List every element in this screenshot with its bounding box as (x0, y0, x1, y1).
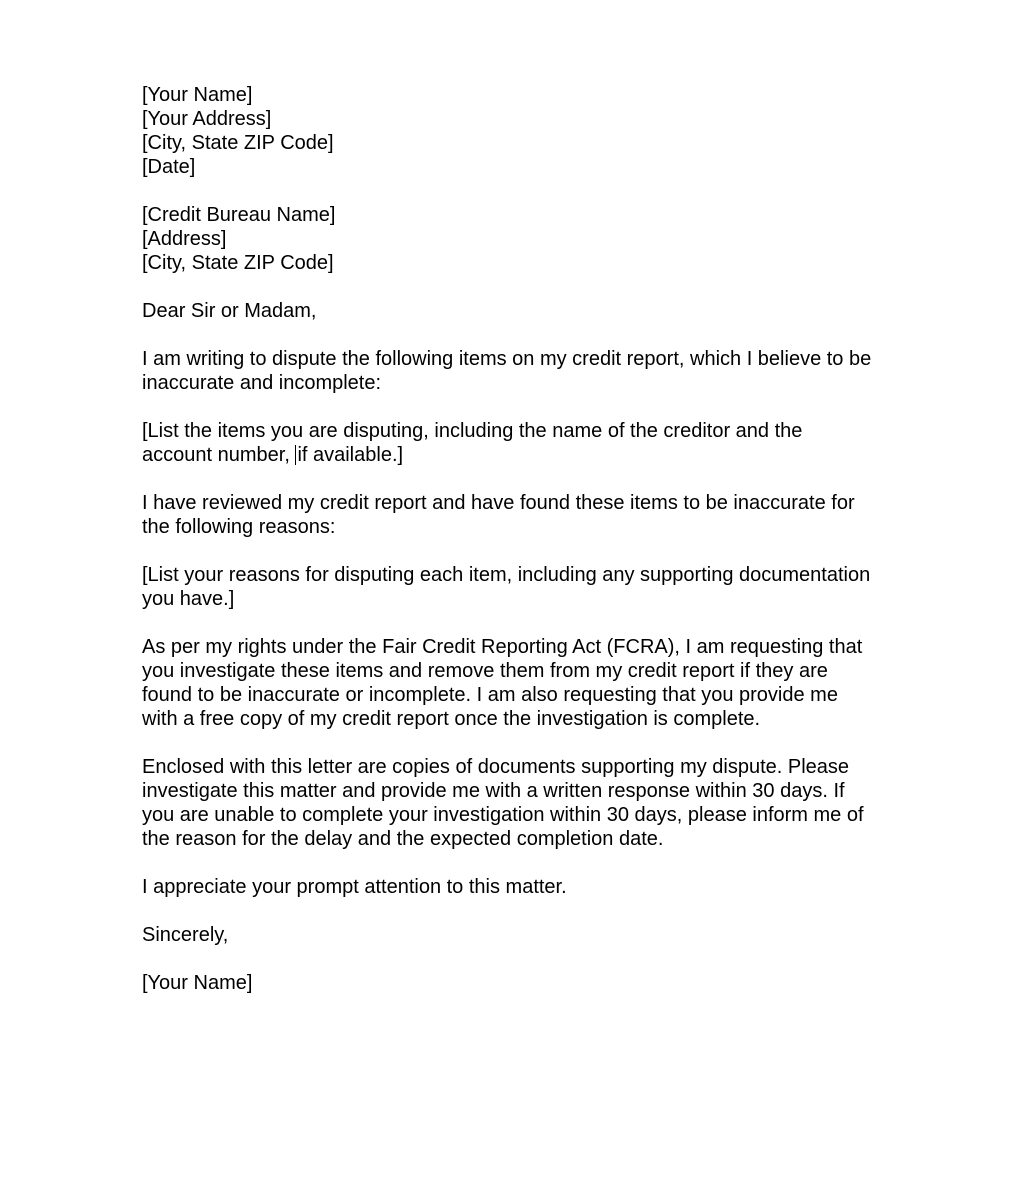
items-placeholder-text-b: if available.] (297, 444, 404, 466)
items-placeholder-text-a: [List the items you are disputing, including the name of the creditor and the account number, (142, 420, 803, 466)
signature: [Your Name] (142, 972, 253, 994)
recipient-block (142, 203, 872, 275)
closing: Sincerely, (142, 924, 229, 946)
recipient-name: [Credit Bureau Name] (142, 204, 336, 226)
sender-name: [Your Name] (142, 84, 253, 106)
sender-city-state-zip: [City, State ZIP Code] (142, 132, 334, 154)
fcra-paragraph: As per my rights under the Fair Credit Reporting Act (FCRA), I am requesting that you investigate these items and remove them from my credit report if they are found to be inaccurate or incomplete. I am also requesting that you provide me with a free copy of my credit report once the investigation is complete. (142, 636, 863, 730)
items-placeholder-paragraph (142, 419, 872, 467)
sender-date: [Date] (142, 156, 196, 178)
reasons-placeholder-paragraph: [List your reasons for disputing each item, including any supporting documentation you have.] (142, 564, 871, 610)
reviewed-paragraph: I have reviewed my credit report and have found these items to be inaccurate for the following reasons: (142, 492, 855, 538)
appreciate-paragraph: I appreciate your prompt attention to this matter. (142, 876, 567, 898)
enclosed-paragraph: Enclosed with this letter are copies of documents supporting my dispute. Please investigate this matter and provide me with a written response within 30 days. If you are unable to complete your investigation within 30 days, please inform me of the reason for the delay and the expected completion date. (142, 756, 864, 850)
recipient-city-state-zip: [City, State ZIP Code] (142, 252, 334, 274)
recipient-address: [Address] (142, 228, 227, 250)
letter-body[interactable] (142, 83, 872, 1019)
intro-paragraph: I am writing to dispute the following items on my credit report, which I believe to be inaccurate and incomplete: (142, 348, 872, 394)
sender-block (142, 83, 872, 179)
sender-address: [Your Address] (142, 108, 272, 130)
salutation: Dear Sir or Madam, (142, 300, 317, 322)
